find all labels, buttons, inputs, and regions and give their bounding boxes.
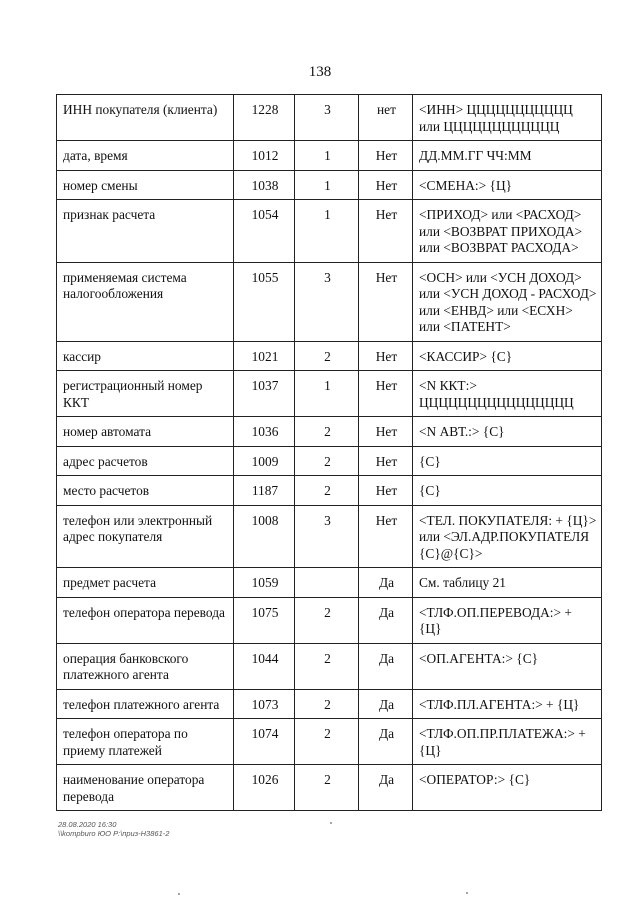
- cell-print-format: {С}: [413, 446, 602, 476]
- cell-requisite-name: телефон или электронный адрес покупателя: [57, 505, 234, 568]
- document-footer: [58, 820, 169, 838]
- table-row: [57, 341, 602, 371]
- cell-requisite-name: регистрационный номер ККТ: [57, 371, 234, 417]
- table-row: [57, 141, 602, 171]
- table-row: [57, 643, 602, 689]
- cell-tag-number: 1054: [234, 200, 295, 263]
- cell-form-number: 1: [295, 371, 359, 417]
- table-row: [57, 476, 602, 506]
- table-row: [57, 568, 602, 598]
- cell-requisite-name: телефон платежного агента: [57, 689, 234, 719]
- cell-tag-number: 1075: [234, 597, 295, 643]
- cell-form-number: 2: [295, 597, 359, 643]
- cell-print-format: <КАССИР> {С}: [413, 341, 602, 371]
- cell-tag-number: 1073: [234, 689, 295, 719]
- cell-form-number: 2: [295, 765, 359, 811]
- cell-form-number: 2: [295, 719, 359, 765]
- table-row: [57, 505, 602, 568]
- cell-required: Нет: [359, 141, 413, 171]
- cell-print-format: <N ККТ:> ЦЦЦЦЦЦЦЦЦЦЦЦЦЦЦЦ: [413, 371, 602, 417]
- table-row: [57, 719, 602, 765]
- cell-form-number: 2: [295, 446, 359, 476]
- cell-print-format: <ИНН> ЦЦЦЦЦЦЦЦЦЦЦ или ЦЦЦЦЦЦЦЦЦЦЦЦ: [413, 95, 602, 141]
- table-row: [57, 689, 602, 719]
- cell-print-format: <ТЛФ.ОП.ПР.ПЛАТЕЖА:> + {Ц}: [413, 719, 602, 765]
- cell-print-format: <СМЕНА:> {Ц}: [413, 170, 602, 200]
- table-row: [57, 262, 602, 341]
- cell-print-format: <ОПЕРАТОР:> {С}: [413, 765, 602, 811]
- cell-print-format: См. таблицу 21: [413, 568, 602, 598]
- cell-form-number: 3: [295, 95, 359, 141]
- cell-print-format: <ТЛФ.ПЛ.АГЕНТА:> + {Ц}: [413, 689, 602, 719]
- cell-print-format: {С}: [413, 476, 602, 506]
- scan-speck: [466, 892, 468, 894]
- cell-form-number: 1: [295, 170, 359, 200]
- page-number: 138: [308, 64, 332, 80]
- cell-required: Да: [359, 689, 413, 719]
- scan-speck: [178, 893, 180, 895]
- cell-form-number: 2: [295, 417, 359, 447]
- cell-requisite-name: телефон оператора по приему платежей: [57, 719, 234, 765]
- cell-requisite-name: наименование оператора перевода: [57, 765, 234, 811]
- cell-required: Нет: [359, 446, 413, 476]
- cell-tag-number: 1055: [234, 262, 295, 341]
- cell-form-number: 2: [295, 643, 359, 689]
- cell-requisite-name: номер смены: [57, 170, 234, 200]
- table-row: [57, 170, 602, 200]
- cell-required: Нет: [359, 170, 413, 200]
- cell-requisite-name: номер автомата: [57, 417, 234, 447]
- cell-print-format: <ПРИХОД> или <РАСХОД> или <ВОЗВРАТ ПРИХОДА> или <ВОЗВРАТ РАСХОДА>: [413, 200, 602, 263]
- cell-form-number: 1: [295, 141, 359, 171]
- cell-tag-number: 1044: [234, 643, 295, 689]
- cell-tag-number: 1008: [234, 505, 295, 568]
- cell-tag-number: 1037: [234, 371, 295, 417]
- cell-required: Нет: [359, 262, 413, 341]
- cell-required: нет: [359, 95, 413, 141]
- cell-form-number: 3: [295, 262, 359, 341]
- cell-print-format: <N АВТ.:> {С}: [413, 417, 602, 447]
- cell-requisite-name: предмет расчета: [57, 568, 234, 598]
- cell-tag-number: 1187: [234, 476, 295, 506]
- cell-requisite-name: дата, время: [57, 141, 234, 171]
- table-row: [57, 417, 602, 447]
- table-row: [57, 765, 602, 811]
- table-row: [57, 446, 602, 476]
- cell-tag-number: 1036: [234, 417, 295, 447]
- footer-timestamp: 28.08.2020 16:30: [58, 820, 117, 829]
- cell-requisite-name: место расчетов: [57, 476, 234, 506]
- cell-tag-number: 1059: [234, 568, 295, 598]
- scan-speck: [330, 822, 332, 824]
- cell-requisite-name: применяемая система налогообложения: [57, 262, 234, 341]
- cell-required: Да: [359, 765, 413, 811]
- table-row: [57, 597, 602, 643]
- cell-print-format: <ТЕЛ. ПОКУПАТЕЛЯ: + {Ц}> или <ЭЛ.АДР.ПОКУПАТЕЛЯ {С}@{С}>: [413, 505, 602, 568]
- cell-print-format: <ОСН> или <УСН ДОХОД> или <УСН ДОХОД - РАСХОД> или <ЕНВД> или <ЕСХН> или <ПАТЕНТ>: [413, 262, 602, 341]
- cell-print-format: <ТЛФ.ОП.ПЕРЕВОДА:> + {Ц}: [413, 597, 602, 643]
- cell-requisite-name: ИНН покупателя (клиента): [57, 95, 234, 141]
- cell-print-format: <ОП.АГЕНТА:> {С}: [413, 643, 602, 689]
- cell-print-format: ДД.ММ.ГГ ЧЧ:ММ: [413, 141, 602, 171]
- cell-form-number: 2: [295, 476, 359, 506]
- cell-required: Да: [359, 643, 413, 689]
- cell-tag-number: 1009: [234, 446, 295, 476]
- cell-required: Нет: [359, 371, 413, 417]
- cell-required: Нет: [359, 200, 413, 263]
- cell-form-number: 2: [295, 341, 359, 371]
- table-row: [57, 95, 602, 141]
- cell-requisite-name: телефон оператора перевода: [57, 597, 234, 643]
- cell-form-number: 1: [295, 200, 359, 263]
- cell-requisite-name: операция банковского платежного агента: [57, 643, 234, 689]
- cell-form-number: [295, 568, 359, 598]
- cell-form-number: 2: [295, 689, 359, 719]
- requisites-table: [56, 94, 602, 811]
- cell-requisite-name: кассир: [57, 341, 234, 371]
- cell-required: Да: [359, 597, 413, 643]
- cell-required: Нет: [359, 417, 413, 447]
- cell-required: Да: [359, 568, 413, 598]
- cell-requisite-name: адрес расчетов: [57, 446, 234, 476]
- cell-tag-number: 1026: [234, 765, 295, 811]
- cell-required: Нет: [359, 476, 413, 506]
- cell-tag-number: 1074: [234, 719, 295, 765]
- table-row: [57, 200, 602, 263]
- footer-file-path: \\kompburo ЮО Р:\приз-Н3861-2: [58, 829, 170, 838]
- cell-required: Да: [359, 719, 413, 765]
- cell-required: Нет: [359, 341, 413, 371]
- cell-required: Нет: [359, 505, 413, 568]
- table-body: [57, 95, 602, 811]
- cell-tag-number: 1012: [234, 141, 295, 171]
- cell-tag-number: 1038: [234, 170, 295, 200]
- cell-tag-number: 1228: [234, 95, 295, 141]
- cell-tag-number: 1021: [234, 341, 295, 371]
- table-row: [57, 371, 602, 417]
- cell-requisite-name: признак расчета: [57, 200, 234, 263]
- cell-form-number: 3: [295, 505, 359, 568]
